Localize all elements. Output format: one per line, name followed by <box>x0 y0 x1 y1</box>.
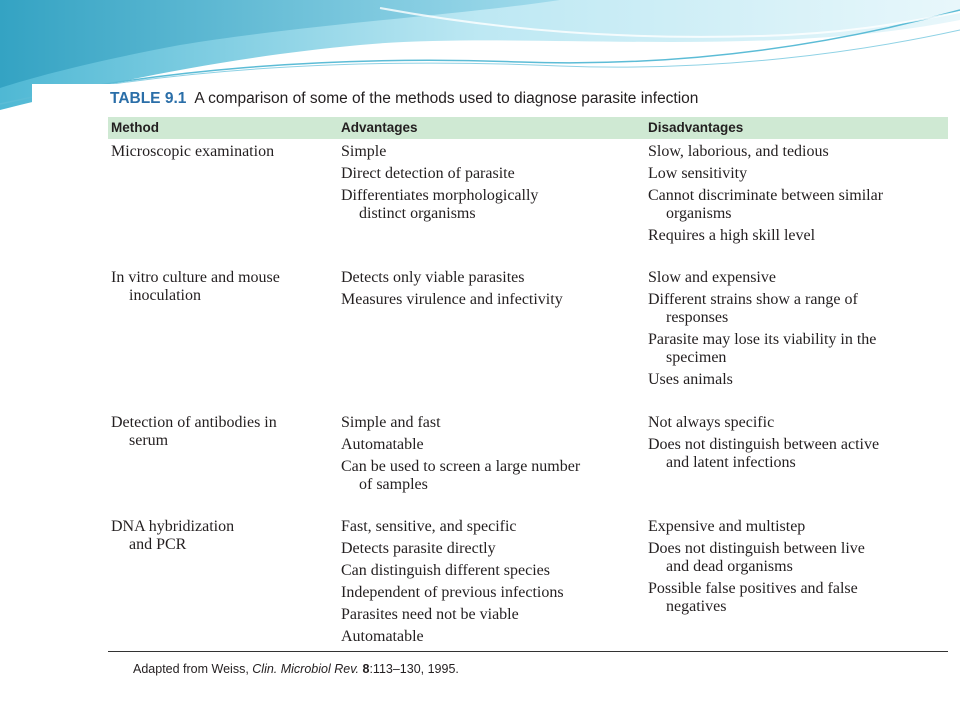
item-line: Different strains show a range of <box>648 291 858 308</box>
cell-method <box>111 518 234 558</box>
advantage-item <box>341 606 564 624</box>
header-disadvantages: Disadvantages <box>648 120 744 135</box>
advantage-item <box>341 518 564 536</box>
method-line: Microscopic examination <box>111 143 275 160</box>
footnote-prefix: Adapted from Weiss, <box>133 662 253 676</box>
advantage-item <box>341 291 563 309</box>
cell-disadvantages <box>648 414 879 476</box>
footnote-volume: 8 <box>362 662 370 676</box>
disadvantage-item <box>648 518 865 536</box>
method-line: DNA hybridization <box>111 518 235 535</box>
item-line: Independent of previous infections <box>341 584 564 601</box>
method-name <box>111 518 234 554</box>
item-line: Does not distinguish between active <box>648 436 880 453</box>
advantage-item <box>341 414 580 432</box>
table-caption <box>110 90 950 108</box>
advantage-item <box>341 436 580 454</box>
table-label: TABLE 9.1 <box>110 90 187 107</box>
disadvantage-item <box>648 291 876 327</box>
method-line: serum <box>129 432 169 449</box>
disadvantage-item <box>648 580 865 616</box>
item-line: Not always specific <box>648 414 775 431</box>
advantage-item <box>341 562 564 580</box>
advantage-item <box>341 143 538 161</box>
item-line: Measures virulence and infectivity <box>341 291 563 308</box>
method-line: In vitro culture and mouse <box>111 269 280 286</box>
item-line: Direct detection of parasite <box>341 165 515 182</box>
header-advantages: Advantages <box>341 120 418 135</box>
cell-advantages <box>341 414 580 498</box>
item-line: specimen <box>666 349 727 366</box>
item-line: negatives <box>666 598 727 615</box>
item-line: Low sensitivity <box>648 165 748 182</box>
item-line: Cannot discriminate between similar <box>648 187 884 204</box>
item-line: Can be used to screen a large number <box>341 458 581 475</box>
cell-method <box>111 269 280 309</box>
item-line: Expensive and multistep <box>648 518 806 535</box>
item-line: Can distinguish different species <box>341 562 550 579</box>
disadvantage-item <box>648 540 865 576</box>
cell-method <box>111 414 277 454</box>
item-line: Automatable <box>341 436 424 453</box>
item-line: responses <box>666 309 729 326</box>
advantage-item <box>341 458 580 494</box>
footnote-pages: :113–130, 1995. <box>369 662 459 676</box>
cell-method <box>111 143 274 165</box>
disadvantage-item <box>648 269 876 287</box>
disadvantage-item <box>648 371 876 389</box>
item-line: Parasites need not be viable <box>341 606 519 623</box>
disadvantage-item <box>648 414 879 432</box>
advantage-item <box>341 584 564 602</box>
method-line: Detection of antibodies in <box>111 414 277 431</box>
item-line: Slow and expensive <box>648 269 776 286</box>
item-line: distinct organisms <box>359 205 476 222</box>
item-line: Simple <box>341 143 387 160</box>
method-name <box>111 143 274 161</box>
table-header-row <box>108 117 948 139</box>
cell-disadvantages <box>648 269 876 393</box>
footnote-journal: Clin. Microbiol Rev. <box>252 662 360 676</box>
item-line: Simple and fast <box>341 414 441 431</box>
cell-disadvantages <box>648 518 865 620</box>
cell-disadvantages <box>648 143 883 249</box>
disadvantage-item <box>648 165 883 183</box>
table-bottom-rule <box>108 651 948 652</box>
item-line: Parasite may lose its viability in the <box>648 331 877 348</box>
advantage-item <box>341 269 563 287</box>
disadvantage-item <box>648 227 883 245</box>
table-footnote <box>133 662 459 676</box>
disadvantage-item <box>648 187 883 223</box>
item-line: Detects only viable parasites <box>341 269 525 286</box>
advantage-item <box>341 165 538 183</box>
item-line: Automatable <box>341 628 424 645</box>
item-line: Requires a high skill level <box>648 227 816 244</box>
item-line: Fast, sensitive, and specific <box>341 518 517 535</box>
item-line: Slow, laborious, and tedious <box>648 143 829 160</box>
item-line: and dead organisms <box>666 558 793 575</box>
advantage-item <box>341 187 538 223</box>
item-line: Possible false positives and false <box>648 580 858 597</box>
advantage-item <box>341 628 564 646</box>
header-method: Method <box>111 120 159 135</box>
item-line: Detects parasite directly <box>341 540 496 557</box>
item-line: Uses animals <box>648 371 733 388</box>
method-line: and PCR <box>129 536 187 553</box>
item-line: of samples <box>359 476 428 493</box>
item-line: Differentiates morphologically <box>341 187 539 204</box>
method-line: inoculation <box>129 287 201 304</box>
method-name <box>111 269 280 305</box>
method-name <box>111 414 277 450</box>
table-title: A comparison of some of the methods used to diagnose parasite infection <box>194 90 699 107</box>
disadvantage-item <box>648 331 876 367</box>
disadvantage-item <box>648 143 883 161</box>
item-line: Does not distinguish between live <box>648 540 865 557</box>
cell-advantages <box>341 518 564 650</box>
item-line: organisms <box>666 205 732 222</box>
item-line: and latent infections <box>666 454 796 471</box>
advantage-item <box>341 540 564 558</box>
cell-advantages <box>341 143 538 227</box>
disadvantage-item <box>648 436 879 472</box>
cell-advantages <box>341 269 563 313</box>
